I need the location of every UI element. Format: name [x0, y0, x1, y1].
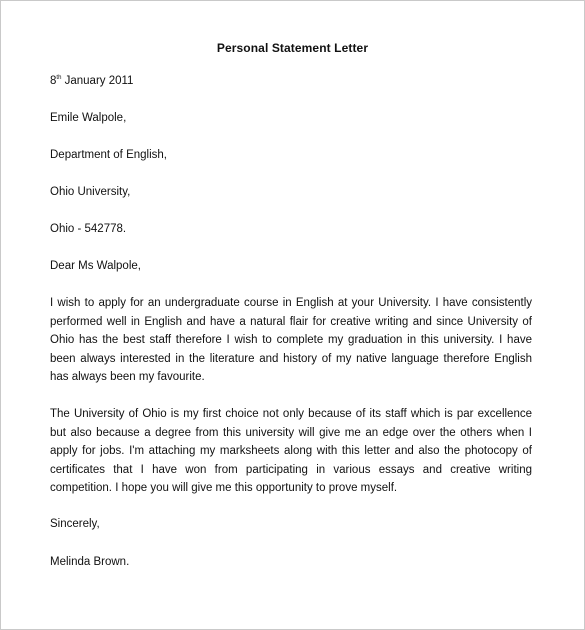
recipient-department: Department of English, [50, 149, 167, 161]
recipient-name: Emile Walpole, [50, 112, 127, 124]
closing: Sincerely, [50, 518, 100, 530]
recipient-location: Ohio - 542778. [50, 223, 127, 235]
signature: Melinda Brown. [50, 556, 130, 568]
recipient-institution: Ohio University, [50, 186, 131, 198]
date-suffix: th [56, 75, 62, 82]
body-paragraph-2: The University of Ohio is my first choice not only because of its staff which is par excellence but also because a degree from this university will give me an edge over the others when I apply for jobs. I'm attaching my marksheets along with this letter and also the photocopy of certificates that I have won from participating in various essays and creative writing competition. I hope you will give me this opportunity to prove myself. [50, 408, 532, 495]
date-day: 8 [50, 75, 57, 87]
letter-title: Personal Statement Letter [216, 41, 369, 55]
body-paragraph-1: I wish to apply for an undergraduate course in English at your University. I have consistently performed well in English and have a natural flair for creative writing and since University of Ohio has the best staff therefore I wish to complete my graduation in this university. I have been always interested in the literature and history of my native language therefore English has always been my favourite. [50, 297, 532, 384]
letter-date [50, 75, 133, 87]
salutation: Dear Ms Walpole, [50, 260, 141, 272]
date-month-year: January 2011 [61, 75, 134, 87]
